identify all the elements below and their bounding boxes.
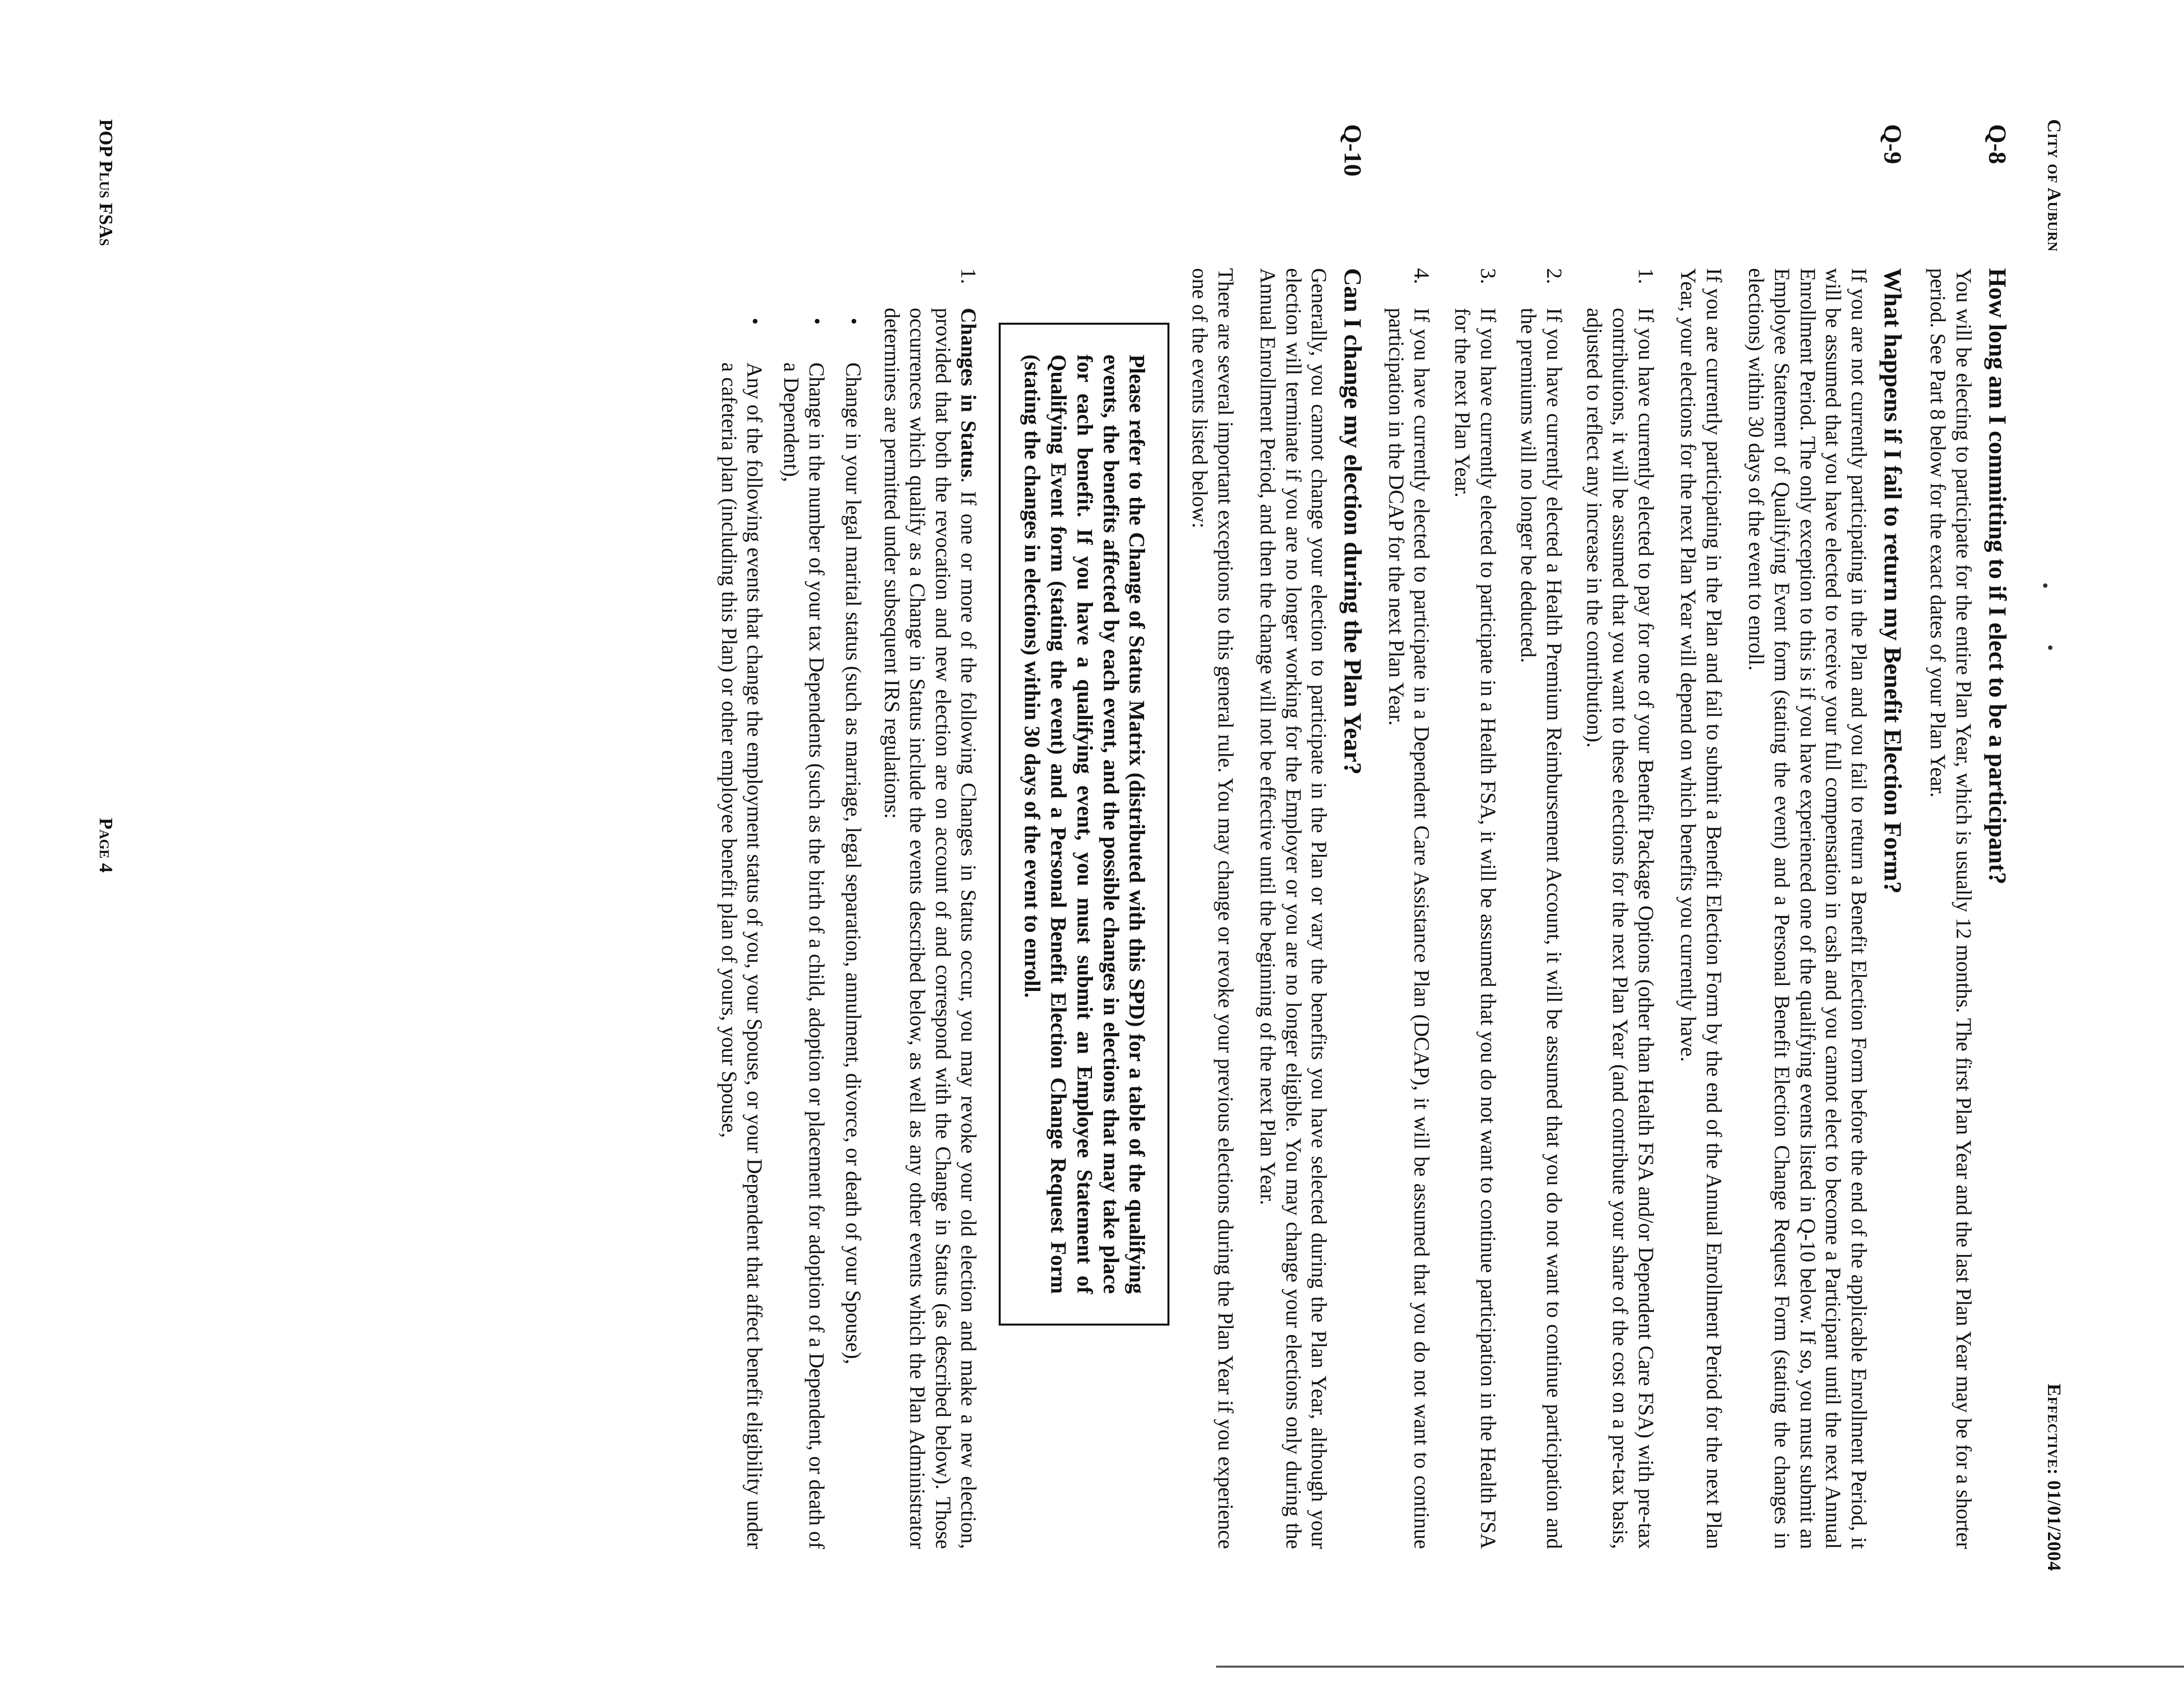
list-item	[1581, 124, 1658, 1549]
list-item-text: If you have currently elected to pay for one of your Benefit Package Options (other than Health FSA and/or Dependent Care FSA) with pre-tax contributions, it will be assumed that you want to these elections for the next Plan Year (and contribute your share of the cost on a pre-tax basis, adjusted to reflect any increase in the contribution).	[1582, 308, 1657, 1549]
list-item-lead: Changes in Status	[956, 308, 980, 478]
scan-specks	[1985, 0, 2184, 1688]
bullet-item	[840, 124, 866, 1549]
list-item	[1449, 124, 1501, 1549]
bullet-icon: •	[842, 318, 865, 325]
page-footer	[82, 119, 117, 1571]
list-item-text: If you have currently elected to participate in a Health FSA, it will be assumed that you do not want to continue participation in the Health FSA for the next Plan Year.	[1450, 308, 1500, 1549]
q10-paragraph-2: There are several important exceptions to this general rule. You may change or revoke your previous elections during the Plan Year if you experience one of the events listed below:	[1187, 268, 1237, 1549]
list-item-number: 3.	[1476, 268, 1500, 284]
question-number: Q-9	[1879, 124, 1907, 164]
page-number: Page 4	[95, 818, 116, 873]
question-title: Can I change my election during the Plan Year?	[1339, 268, 1367, 775]
bullet-item	[778, 124, 829, 1549]
bullet-text: Change in your legal marital status (such as marriage, legal separation, annulment, divorce, or death of your Spouse),	[841, 362, 865, 1364]
bullet-icon: •	[806, 318, 829, 325]
question-title: What happens if I fail to return my Benefit Election Form?	[1879, 268, 1907, 894]
question-title: How long am I committing to if I elect to be a participant?	[1984, 268, 2012, 885]
q8-answer: You will be electing to participate for the entire Plan Year, which is usually 12 months. The first Plan Year and the last Plan Year may be for a shorter period. See Part 8 below for the exact dates of your Plan Year.	[1926, 268, 1975, 1549]
scan-edge-line	[1216, 1666, 2184, 1668]
q9-paragraph-2: If you are currently participating in the Plan and fail to submit a Benefit Election Form by the end of the Annual Enrollment Period for the next Plan Year, your elections for the next Plan Year will depend on which benefits you currently have.	[1676, 268, 1725, 1549]
question-number: Q-10	[1339, 124, 1367, 177]
header-effective-date: Effective: 01/01/2004	[2044, 1383, 2064, 1571]
question-q8	[1983, 124, 2013, 1549]
list-item-text: If you have currently elected a Health Premium Reimbursement Account, it will be assumed that you do not want to continue participation and the premiums will no longer be deducted.	[1516, 308, 1566, 1549]
page-header	[2030, 119, 2065, 1571]
list-item-text: . If one or more of the following Changes in Status occur, you may revoke your old election and make a new election, provided that both the revocation and new election are on account of and correspond with the Change in Status (as described below). Those occurrences which qualify as a Change in Status include the events described below, as well as any other events which the Plan Administrator determines are permitted under subsequent IRS regulations:	[880, 308, 980, 1549]
page-content	[705, 124, 2013, 1549]
change-of-status-notice-box: Please refer to the Change of Status Matrix (distributed with this SPD) for a table of the qualifying events, the benefits affected by each event, and the possible changes in elections that may take place for each benefit. If you have a qualifying event, you must submit an Employee Statement of Qualifying Event form (stating the event) and a Personal Benefit Election Change Request Form (stating the changes in elections) within 30 days of the event to enroll.	[999, 323, 1169, 1326]
header-organization: City of Auburn	[2044, 119, 2064, 252]
list-item-number: 2.	[1542, 268, 1566, 284]
question-number: Q-8	[1984, 124, 2012, 164]
list-item-number: 1.	[1634, 268, 1657, 284]
bullet-item	[716, 124, 767, 1549]
question-q10	[1338, 124, 1368, 1549]
q10-paragraph-1: Generally, you cannot change your election to participate in the Plan or vary the benefits you have selected during the Plan Year, although your election will terminate if you are no longer working for the Employer or you are no longer eligible. You may change your elections only during the Annual Enrollment Period, and then the change will not be effective until the beginning of the next Plan Year.	[1256, 268, 1331, 1549]
bullet-text: Change in the number of your tax Dependents (such as the birth of a child, adoption or placement for adoption of a Dependent, or death of a Dependent),	[779, 362, 828, 1549]
list-item-number: 1.	[956, 268, 980, 284]
bullet-icon: •	[744, 318, 767, 325]
list-item-number: 4.	[1410, 268, 1433, 284]
list-item-text: If you have currently elected to participate in a Dependent Care Assistance Plan (DCAP), it will be assumed that you do not want to continue participation in the DCAP for the next Plan Year.	[1384, 308, 1433, 1549]
footer-document-name: POP Plus FSAs	[95, 119, 116, 246]
bullet-text: Any of the following events that change the employment status of you, your Spouse, or your Dependent that affect benefit eligibility under a cafeteria plan (including this Plan) or other employee benefit plan of yours, your Spouse,	[717, 362, 766, 1549]
list-item	[1383, 124, 1434, 1549]
q9-paragraph-1: If you are not currently participating in the Plan and you fail to return a Benefit Election Form before the end of the applicable Enrollment Period, it will be assumed that you have elected to receive your full compensation in cash and you cannot elect to become a Participant until the next Annual Enrollment Period. The only exception to this is if you have experienced one of the qualifying events listed in Q-10 below. If so, you must submit an Employee Statement of Qualifying Event form (stating the event) and a Personal Benefit Election Change Request Form (stating the changes in elections) within 30 days of the event to enroll.	[1744, 268, 1870, 1549]
list-item	[879, 124, 981, 1549]
list-item	[1515, 124, 1567, 1549]
question-q9	[1878, 124, 1908, 1549]
